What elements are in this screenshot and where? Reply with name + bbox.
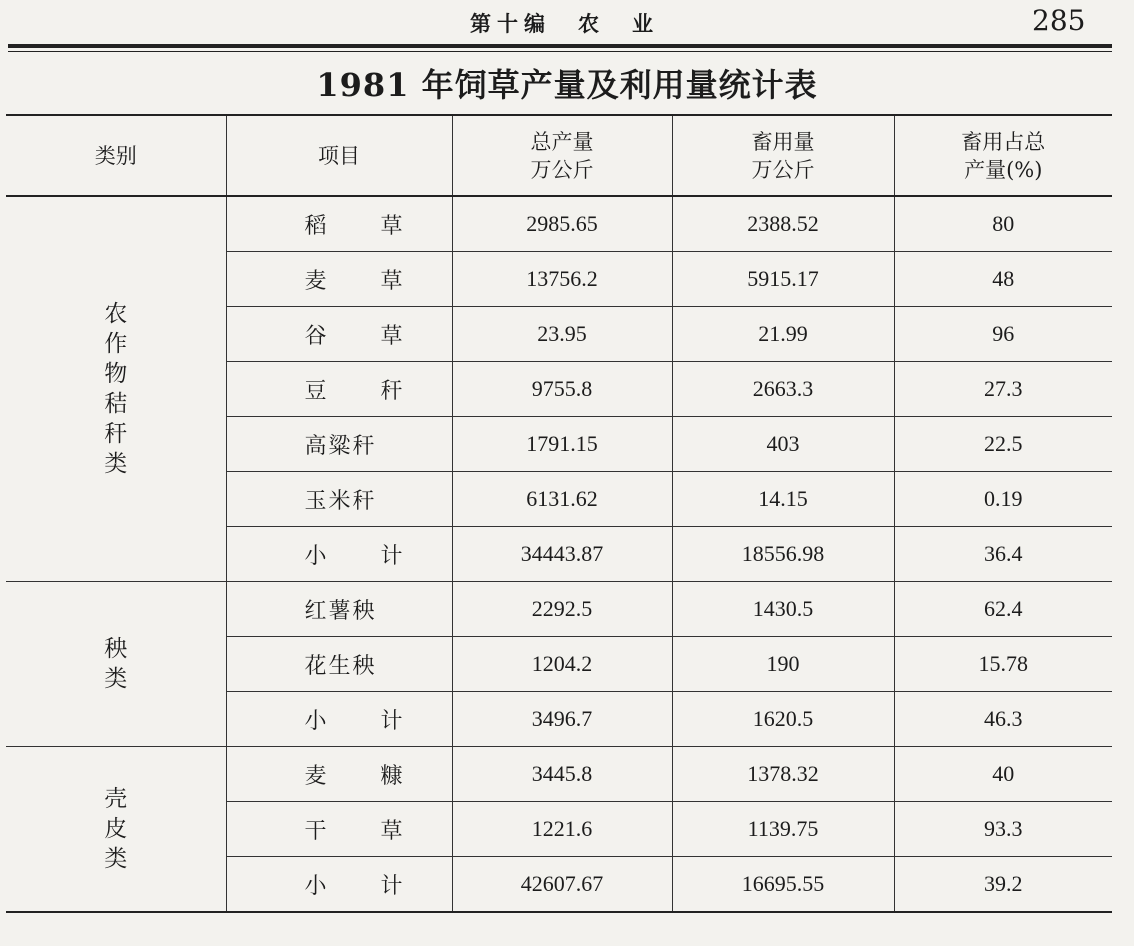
fodder-statistics-table <box>6 114 1112 913</box>
total-cell: 6131.62 <box>452 472 672 527</box>
item-cell: 小 计 <box>226 527 452 582</box>
category-cell: 秧 类 <box>6 582 226 747</box>
total-cell: 3445.8 <box>452 747 672 802</box>
col-header-total: 总产量 万公斤 <box>452 115 672 196</box>
total-cell: 1791.15 <box>452 417 672 472</box>
table-row <box>6 196 1112 252</box>
total-cell: 1221.6 <box>452 802 672 857</box>
item-cell: 干 草 <box>226 802 452 857</box>
col-header-item: 项目 <box>226 115 452 196</box>
pct-cell: 0.19 <box>894 472 1112 527</box>
running-head <box>0 0 1134 44</box>
used-cell: 14.15 <box>672 472 894 527</box>
pct-cell: 96 <box>894 307 1112 362</box>
pct-cell: 93.3 <box>894 802 1112 857</box>
used-cell: 1430.5 <box>672 582 894 637</box>
used-cell: 403 <box>672 417 894 472</box>
total-cell: 2985.65 <box>452 196 672 252</box>
item-cell: 豆 秆 <box>226 362 452 417</box>
item-cell: 麦 糠 <box>226 747 452 802</box>
pct-cell: 36.4 <box>894 527 1112 582</box>
item-cell: 稻 草 <box>226 196 452 252</box>
total-cell: 23.95 <box>452 307 672 362</box>
used-cell: 1378.32 <box>672 747 894 802</box>
total-cell: 1204.2 <box>452 637 672 692</box>
table-body <box>6 196 1112 912</box>
used-cell: 16695.55 <box>672 857 894 913</box>
used-cell: 2663.3 <box>672 362 894 417</box>
table-row <box>6 582 1112 637</box>
total-cell: 13756.2 <box>452 252 672 307</box>
used-cell: 18556.98 <box>672 527 894 582</box>
item-cell: 玉米秆 <box>226 472 452 527</box>
page-number: 285 <box>1032 4 1086 37</box>
col-header-category: 类别 <box>6 115 226 196</box>
used-cell: 1139.75 <box>672 802 894 857</box>
item-cell: 小 计 <box>226 857 452 913</box>
used-cell: 5915.17 <box>672 252 894 307</box>
chapter-heading: 第十编 农 业 <box>470 11 659 36</box>
used-cell: 21.99 <box>672 307 894 362</box>
table-header-row <box>6 115 1112 196</box>
used-cell: 1620.5 <box>672 692 894 747</box>
total-cell: 3496.7 <box>452 692 672 747</box>
item-cell: 高粱秆 <box>226 417 452 472</box>
item-cell: 谷 草 <box>226 307 452 362</box>
total-cell: 2292.5 <box>452 582 672 637</box>
col-header-pct: 畜用占总 产量(%) <box>894 115 1112 196</box>
header-rule-thick <box>8 44 1112 48</box>
pct-cell: 80 <box>894 196 1112 252</box>
category-cell: 农 作 物 秸 秆 类 <box>6 196 226 582</box>
category-cell: 壳 皮 类 <box>6 747 226 913</box>
total-cell: 34443.87 <box>452 527 672 582</box>
item-cell: 麦 草 <box>226 252 452 307</box>
pct-cell: 46.3 <box>894 692 1112 747</box>
table-title: 1981 年饲草产量及利用量统计表 <box>316 66 818 104</box>
pct-cell: 39.2 <box>894 857 1112 913</box>
used-cell: 2388.52 <box>672 196 894 252</box>
pct-cell: 40 <box>894 747 1112 802</box>
col-header-used: 畜用量 万公斤 <box>672 115 894 196</box>
table-row <box>6 747 1112 802</box>
pct-cell: 62.4 <box>894 582 1112 637</box>
pct-cell: 27.3 <box>894 362 1112 417</box>
item-cell: 花生秧 <box>226 637 452 692</box>
used-cell: 190 <box>672 637 894 692</box>
pct-cell: 48 <box>894 252 1112 307</box>
item-cell: 红薯秧 <box>226 582 452 637</box>
total-cell: 9755.8 <box>452 362 672 417</box>
pct-cell: 22.5 <box>894 417 1112 472</box>
total-cell: 42607.67 <box>452 857 672 913</box>
header-rule-thin <box>8 51 1112 52</box>
item-cell: 小 计 <box>226 692 452 747</box>
pct-cell: 15.78 <box>894 637 1112 692</box>
